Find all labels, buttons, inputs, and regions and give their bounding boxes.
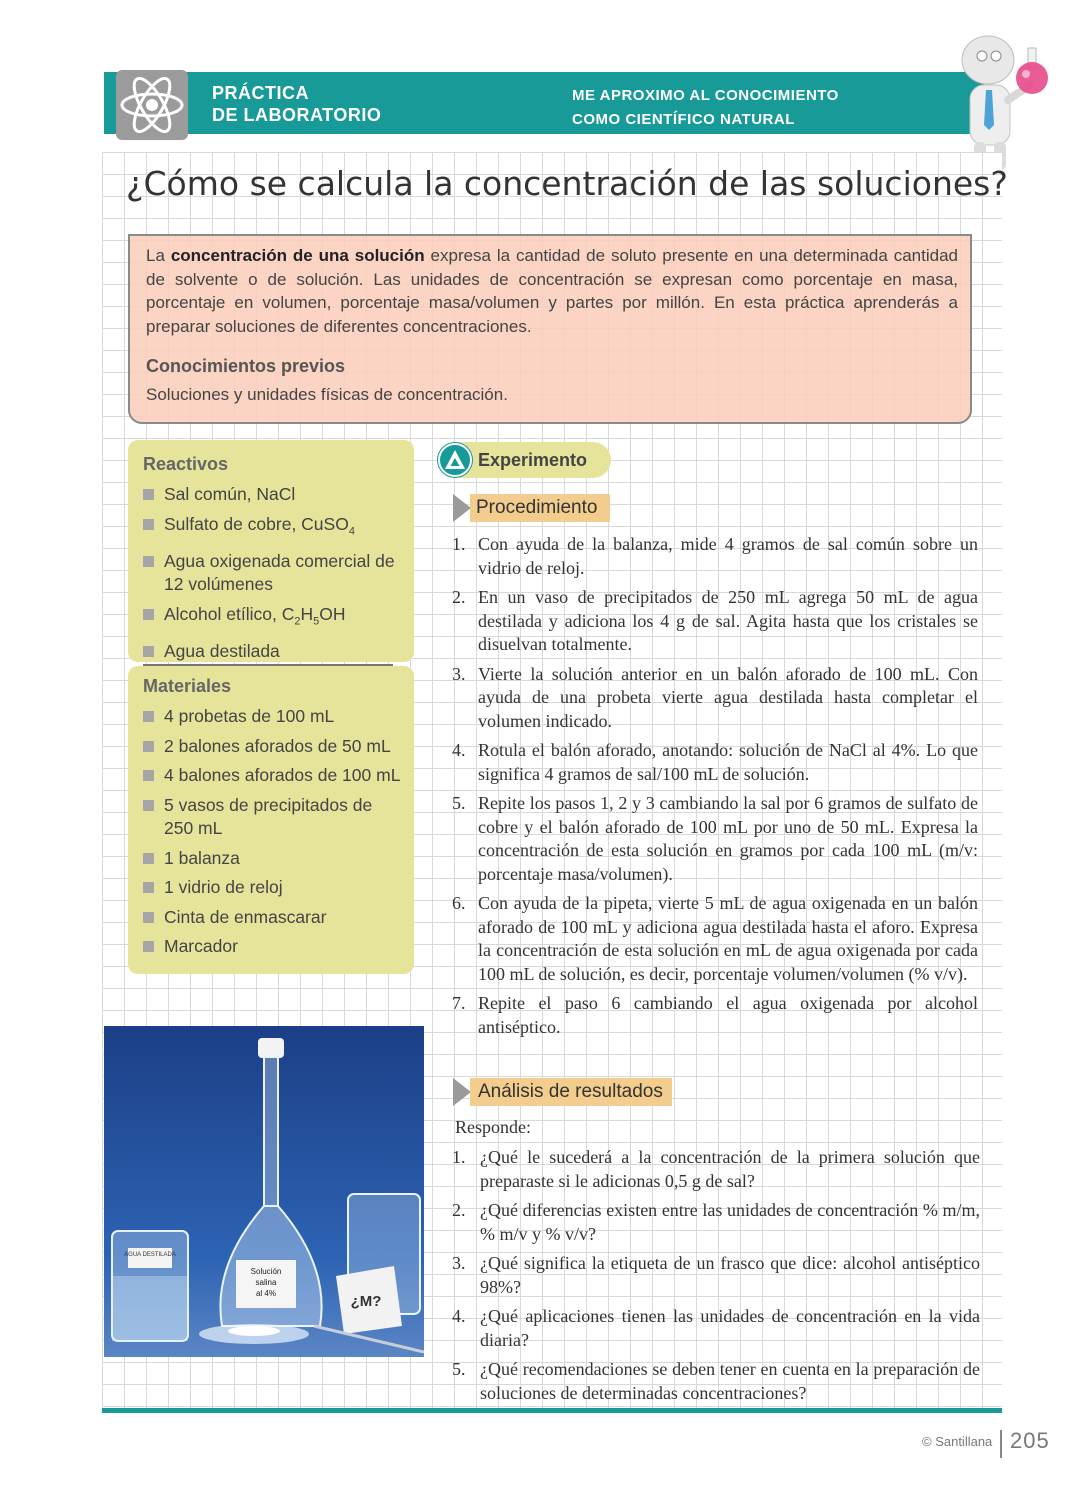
list-item: 4 balones aforados de 100 mL: [143, 764, 403, 788]
list-item: 4 probetas de 100 mL: [143, 705, 403, 729]
list-item: [143, 640, 403, 664]
tag-arrow-icon: [453, 1078, 471, 1106]
list-item: [143, 483, 403, 507]
list-item: 2. En un vaso de precipitados de 250 mL agrega 50 mL de agua destilada y adiciona los 4 g de sal. Agita hasta que los cristales se disuelvan totalmente.: [452, 587, 978, 654]
section-line-2: DE LABORATORIO: [212, 105, 382, 125]
reactivo-agua-oxigenada: Agua oxigenada comercial de 12 volúmenes: [164, 550, 395, 594]
list-item: 5 vasos de precipitados de 250 mL: [143, 794, 403, 841]
list-item: 3. Vierte la solución anterior en un balón aforado de 100 mL. Con ayuda de una probeta vierte agua destilada hasta completar el volumen indicado.: [452, 663, 978, 731]
tag-arrow-icon: [453, 494, 471, 522]
photo-label-center-3: al 4%: [255, 1289, 277, 1298]
step-text: Vierte la solución anterior en un balón aforado de 100 mL. Con ayuda de una probeta vierte agua destilada hasta completar el volumen indicado.: [478, 663, 978, 731]
question-text: ¿Qué diferencias existen entre las unidades de concentración % m/m, % m/v y % v/v?: [480, 1200, 980, 1244]
page-number: 205: [1010, 1428, 1050, 1453]
intro-lead-bold: concentración de una solución: [170, 246, 425, 265]
list-item: Cinta de enmascarar: [143, 906, 403, 930]
list-item: 4. Rotula el balón aforado, anotando: solución de NaCl al 4%. Lo que significa 4 gramos de sal/100 mL de solución.: [452, 740, 978, 784]
competency-label: [572, 84, 839, 132]
list-item: 1 vidrio de reloj: [143, 876, 403, 900]
procedimiento-steps: [452, 533, 978, 1045]
list-item: 7. Repite el paso 6 cambiando el agua oxigenada por alcohol antiséptico.: [452, 993, 978, 1037]
step-text: En un vaso de precipitados de 250 mL agrega 50 mL de agua destilada y adiciona los 4 g de sal. Agita hasta que los cristales se disuelvan totalmente.: [478, 587, 978, 654]
photo-label-left: AGUA DESTILADA: [124, 1252, 176, 1258]
experiment-triangle-icon: [437, 442, 473, 478]
reactivo-agua-destilada: Agua destilada: [164, 640, 280, 661]
cuso4-subscript: 4: [348, 525, 355, 537]
lab-photo: [104, 1026, 424, 1357]
list-item: 5. Repite los pasos 1, 2 y 3 cambiando la sal por 6 gramos de sulfato de cobre y el balón aforado de 100 mL por uno de 50 mL. Expresa la concentración de esta solución en gramos por cada 100 mL (m/v: porcentaje masa/volumen).: [452, 793, 978, 884]
responde-prompt: Responde:: [455, 1117, 531, 1137]
list-item: 5. ¿Qué recomendaciones se deben tener en cuenta en la preparación de soluciones de determinadas concentraciones?: [452, 1359, 980, 1403]
competency-line-1: ME APROXIMO AL CONOCIMIENTO: [572, 87, 839, 104]
competency-line-2: COMO CIENTÍFICO NATURAL: [572, 111, 795, 128]
reactivo-nacl: Sal común, NaCl: [164, 484, 296, 504]
step-text: Rotula el balón aforado, anotando: solución de NaCl al 4%. Lo que significa 4 gramos de sal/100 mL de solución.: [478, 740, 978, 784]
footer-divider: [1000, 1430, 1002, 1458]
question-text: ¿Qué recomendaciones se deben tener en cuenta en la preparación de soluciones de determinadas concentraciones?: [480, 1359, 980, 1403]
reactivo-cuso4: Sulfato de cobre, CuSO: [164, 513, 349, 534]
materiales-heading: Materiales: [143, 676, 232, 696]
publisher: © Santillana: [922, 1434, 993, 1449]
intro-body: expresa la cantidad de soluto presente en una determinada cantidad de solvente o de solución. Las unidades de concentración se expresan como porcentaje en masa, porcentaje en volumen, porcentaje masa/volumen y partes por millón. En esta práctica aprenderás a preparar soluciones de diferentes concentraciones.: [146, 246, 958, 336]
intro-lead-before: La: [146, 246, 171, 265]
reactivos-list: [143, 483, 403, 669]
alcohol-mid: H: [300, 603, 314, 624]
photo-label-right: ¿M?: [350, 1293, 382, 1310]
materiales-list: [143, 705, 403, 965]
sign-card-icon: [336, 1266, 402, 1334]
prev-knowledge-heading: Conocimientos previos: [146, 356, 346, 376]
section-label: [212, 82, 381, 126]
alcohol-subscript-2: 5: [313, 615, 320, 627]
list-item: [143, 513, 403, 544]
step-text: Con ayuda de la balanza, mide 4 gramos de sal común sobre un vidrio de reloj.: [478, 534, 978, 578]
question-text: ¿Qué aplicaciones tienen las unidades de concentración en la vida diaria?: [480, 1306, 980, 1350]
list-item: [143, 603, 403, 634]
alcohol-end: OH: [319, 603, 346, 624]
step-text: Con ayuda de la pipeta, vierte 5 mL de agua oxigenada en un balón aforado de 100 mL y adiciona agua destilada hasta el aforo. Expresa la concentración de esta solución en mL de agua oxigenada por cada 100 mL de solución, es decir, porcentaje volumen/volumen (% v/v).: [478, 893, 978, 984]
experimento-label: Experimento: [478, 450, 588, 470]
list-item: 1. Con ayuda de la balanza, mide 4 gramos de sal común sobre un vidrio de reloj.: [452, 534, 978, 578]
section-line-1: PRÁCTICA: [212, 83, 309, 103]
reactivos-heading: Reactivos: [143, 454, 229, 474]
list-item: Marcador: [143, 935, 403, 959]
analisis-heading: Análisis de resultados: [478, 1081, 663, 1102]
step-text: Repite los pasos 1, 2 y 3 cambiando la sal por 6 gramos de sulfato de cobre y el balón aforado de 100 mL por uno de 50 mL. Expresa la concentración de esta solución en gramos por cada 100 mL (m/v: porcentaje masa/volumen).: [478, 793, 978, 884]
page-title: ¿Cómo se calcula la concentración de las soluciones?: [126, 164, 1008, 203]
list-item: 1 balanza: [143, 847, 403, 871]
photo-label-center-2: salina: [255, 1278, 277, 1287]
list-item: 6. Con ayuda de la pipeta, vierte 5 mL de agua oxigenada en un balón aforado de 100 mL y adiciona agua destilada hasta el aforo. Expresa la concentración de esta solución en mL de agua oxigenada por cada 100 mL de solución, es decir, porcentaje volumen/volumen (% v/v).: [452, 893, 978, 984]
procedimiento-heading: Procedimiento: [476, 497, 598, 518]
prev-knowledge-text: Soluciones y unidades físicas de concentración.: [146, 385, 508, 404]
photo-label-center-1: Solución: [250, 1267, 282, 1276]
alcohol-subscript-1: 2: [294, 615, 301, 627]
analisis-questions: [452, 1146, 980, 1411]
beaker-left-icon: [112, 1231, 188, 1341]
list-item: 3. ¿Qué significa la etiqueta de un frasco que dice: alcohol antiséptico 98%?: [452, 1253, 980, 1297]
list-item: 1. ¿Qué le sucederá a la concentración de la primera solución que preparaste si le adicionas 0,5 g de sal?: [452, 1147, 980, 1191]
step-text: Repite el paso 6 cambiando el agua oxigenada por alcohol antiséptico.: [478, 993, 978, 1037]
list-item: [143, 550, 403, 597]
list-item: 2. ¿Qué diferencias existen entre las unidades de concentración % m/m, % m/v y % v/v?: [452, 1200, 980, 1244]
list-item: 2 balones aforados de 50 mL: [143, 735, 403, 759]
question-text: ¿Qué significa la etiqueta de un frasco que dice: alcohol antiséptico 98%?: [480, 1253, 980, 1297]
atom-icon: [116, 70, 188, 140]
reactivo-alcohol: Alcohol etílico, C: [164, 603, 295, 624]
intro-text: [146, 244, 958, 338]
question-text: ¿Qué le sucederá a la concentración de la primera solución que preparaste si le adicionas 0,5 g de sal?: [480, 1147, 980, 1191]
list-item: 4. ¿Qué aplicaciones tienen las unidades de concentración en la vida diaria?: [452, 1306, 980, 1350]
